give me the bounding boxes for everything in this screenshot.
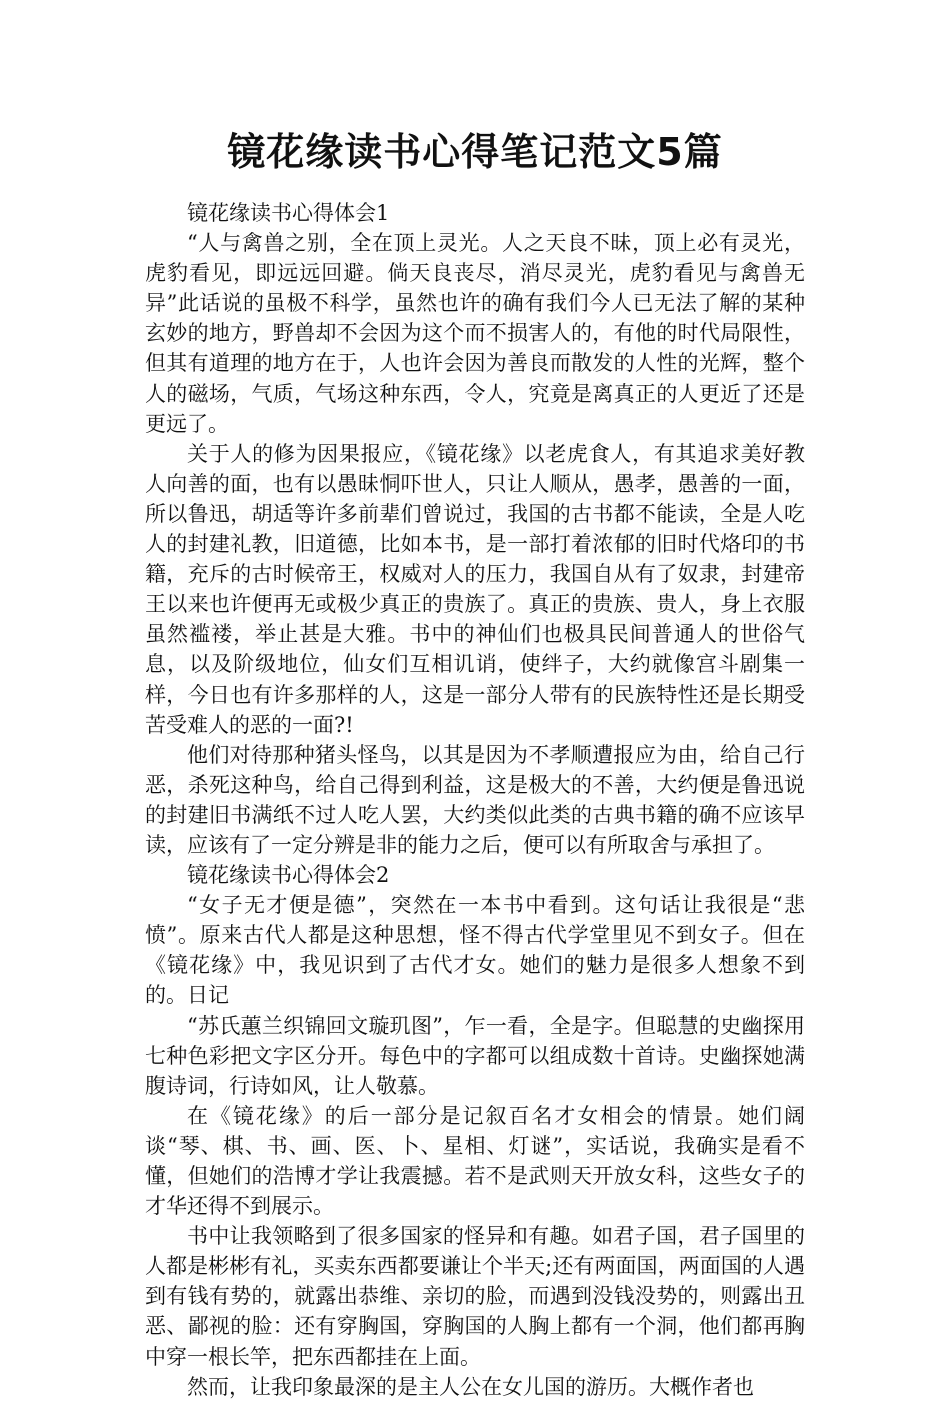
paragraph: 在《镜花缘》的后一部分是记叙百名才女相会的情景。她们阔谈“琴、棋、书、画、医、卜、星相、灯谜”，实话说，我确实是看不懂，但她们的浩博才学让我震撼。若不是武则天开放女科，这些女子的才华还得不到展示。: [145, 1103, 805, 1219]
page-title: 镜花缘读书心得笔记范文5篇: [227, 130, 723, 174]
paragraph: 书中让我领略到了很多国家的怪异和有趣。如君子国，君子国里的人都是彬彬有礼，买卖东西都要谦让个半天;还有两面国，两面国的人遇到有钱有势的，就露出恭维、亲切的脸，而遇到没钱没势的，则露出丑恶、鄙视的脸：还有穿胸国，穿胸国的人胸上都有一个洞，他们都再胸中穿一根长竿，把东西都挂在上面。: [145, 1224, 805, 1369]
section-heading: 镜花缘读书心得体会1: [187, 201, 390, 225]
paragraph: “人与禽兽之别，全在顶上灵光。人之天良不昧，顶上必有灵光，虎豹看见，即远远回避。倘天良丧尽，消尽灵光，虎豹看见与禽兽无异”此话说的虽极不科学，虽然也许的确有我们今人已无法了解的某种玄妙的地方，野兽却不会因为这个而不损害人的，有他的时代局限性，但其有道理的地方在于，人也许会因为善良而散发的人性的光辉，整个人的磁场，气质，气场这种东西，令人，究竟是离真正的人更近了还是更远了。: [145, 231, 805, 436]
paragraph: 他们对待那种猪头怪鸟，以其是因为不孝顺遭报应为由，给自己行恶，杀死这种鸟，给自己得到利益，这是极大的不善，大约便是鲁迅说的封建旧书满纸不过人吃人罢，大约类似此类的古典书籍的确不应该早读，应该有了一定分辨是非的能力之后，便可以有所取舍与承担了。: [145, 742, 805, 857]
document-body: [145, 198, 805, 1402]
paragraph: 关于人的修为因果报应，《镜花缘》以老虎食人，有其追求美好教人向善的面，也有以愚昧恫吓世人，只让人顺从，愚孝，愚善的一面，所以鲁迅，胡适等许多前辈们曾说过，我国的古书都不能读，全是人吃人的封建礼教，旧道德，比如本书，是一部打着浓郁的旧时代烙印的书籍，充斥的古时候帝王，权威对人的压力，我国自从有了奴隶，封建帝王以来也许便再无或极少真正的贵族了。真正的贵族、贵人，身上衣服虽然褴褛，举止甚是大雅。书中的神仙们也极具民间普通人的世俗气息，以及阶级地位，仙女们互相讥诮，使绊子，大约就像宫斗剧集一样，今日也有许多那样的人，这是一部分人带有的民族特性还是长期受苦受难人的恶的一面?!: [145, 441, 805, 737]
paragraph: “苏氏蕙兰织锦回文璇玑图”，乍一看，全是字。但聪慧的史幽探用七种色彩把文字区分开。每色中的字都可以组成数十首诗。史幽探她满腹诗词，行诗如风，让人敬慕。: [145, 1013, 805, 1098]
paragraph: 然而，让我印象最深的是主人公在女儿国的游历。大概作者也: [187, 1374, 754, 1399]
paragraph: “女子无才便是德”，突然在一本书中看到。这句话让我很是“悲愤”。原来古代人都是这种思想，怪不得古代学堂里见不到女子。但在《镜花缘》中，我见识到了古代才女。她们的魅力是很多人想象不到的。日记: [145, 893, 805, 1008]
section-heading: 镜花缘读书心得体会2: [187, 863, 390, 888]
